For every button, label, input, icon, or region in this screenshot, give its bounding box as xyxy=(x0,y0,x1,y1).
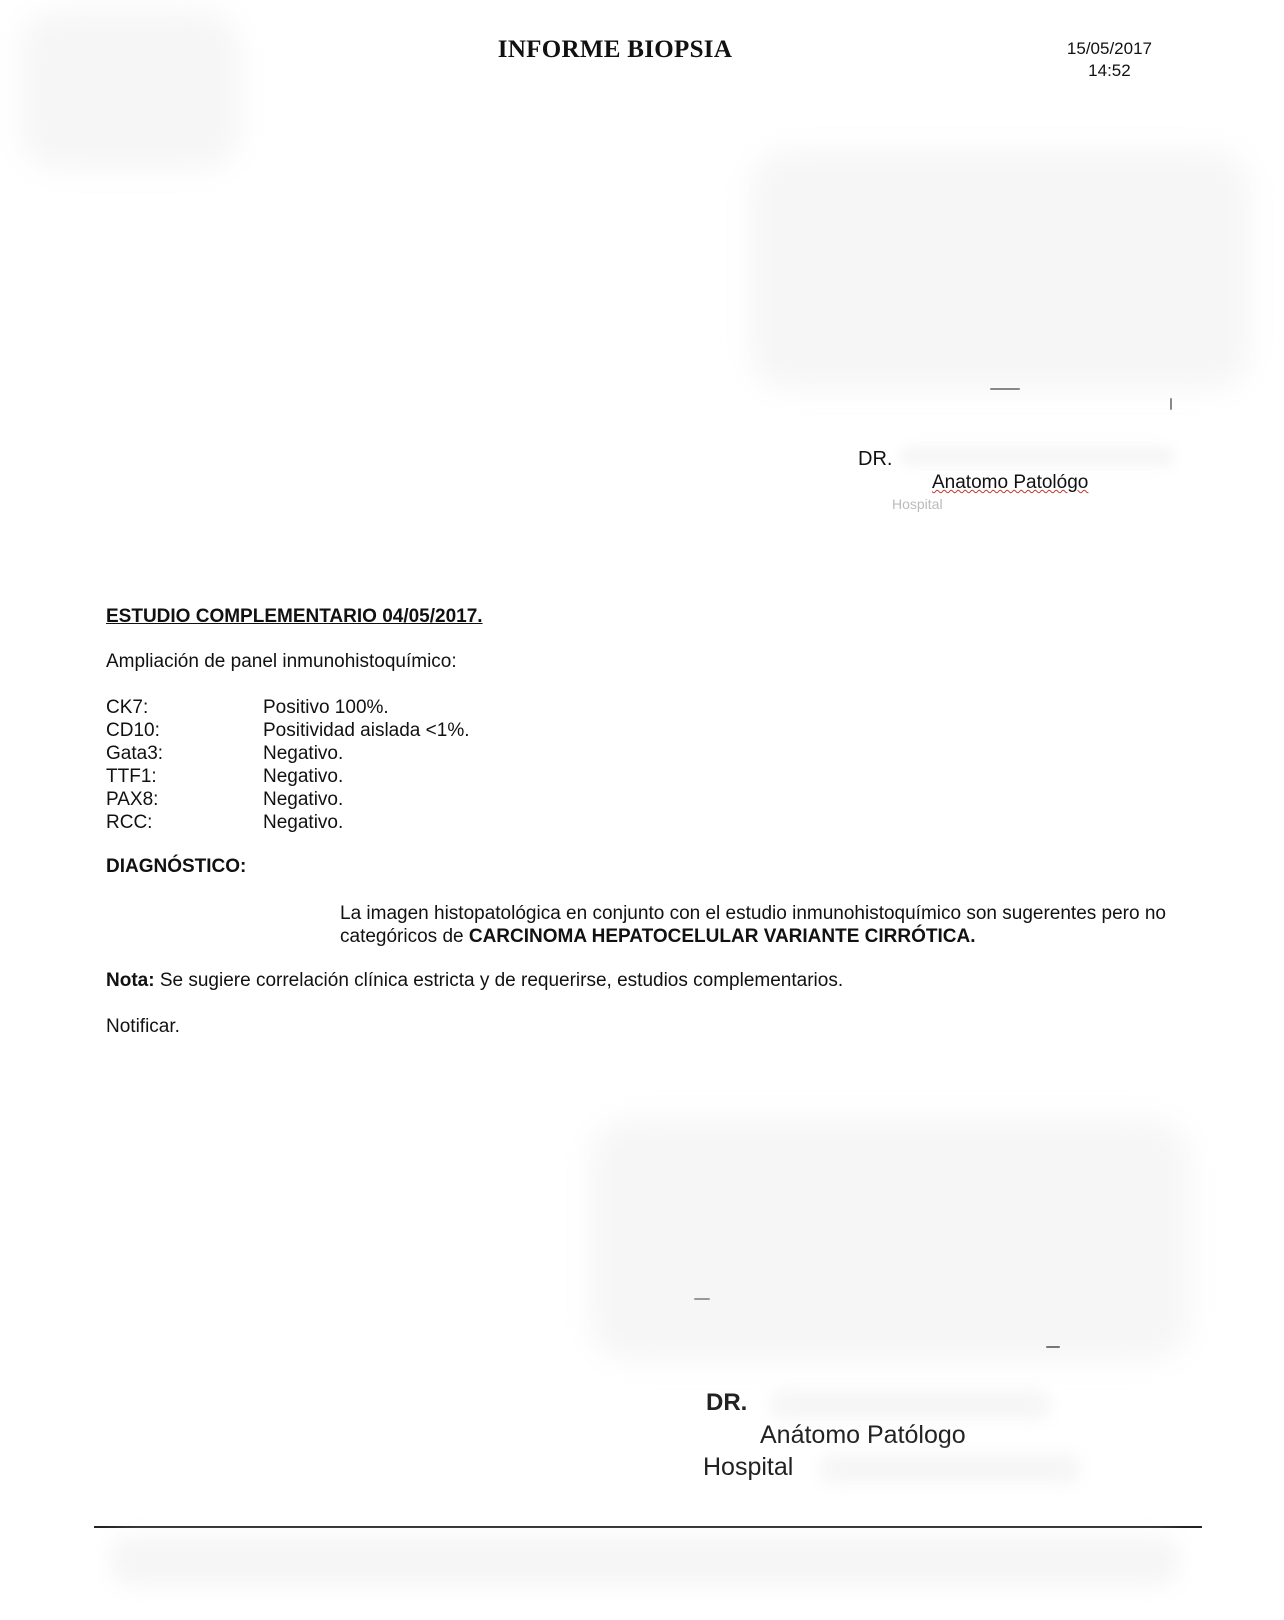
signature-stroke xyxy=(694,1298,710,1300)
report-datetime xyxy=(1067,38,1152,82)
marker-row xyxy=(106,742,470,765)
marker-name: TTF1: xyxy=(106,766,157,787)
redaction-top-left xyxy=(20,10,240,170)
marker-row xyxy=(106,719,470,742)
marker-result: Negativo. xyxy=(263,812,344,833)
marker-result: Negativo. xyxy=(263,766,344,787)
signature-bottom-doctor: DR. xyxy=(706,1389,748,1416)
signature-stroke xyxy=(1046,1346,1060,1348)
study-heading: ESTUDIO COMPLEMENTARIO 04/05/2017. xyxy=(106,606,483,627)
note-label: Nota: xyxy=(106,970,155,991)
marker-result: Positividad aislada <1%. xyxy=(263,720,470,741)
signature-stroke xyxy=(1170,398,1172,410)
marker-result: Negativo. xyxy=(263,743,344,764)
signature-stroke xyxy=(990,388,1020,390)
redaction-footer xyxy=(110,1536,1180,1586)
marker-table xyxy=(106,696,470,834)
study-intro: Ampliación de panel inmunohistoquímico: xyxy=(106,651,457,672)
signature-top-role: Anatomo Patológo xyxy=(932,472,1089,493)
marker-name: CK7: xyxy=(106,697,149,718)
diagnosis-text xyxy=(340,902,1200,948)
note-text: Se sugiere correlación clínica estricta y de requerirse, estudios complementarios. xyxy=(154,970,844,991)
redaction-signature-bottom xyxy=(590,1120,1190,1360)
redaction-name-bottom xyxy=(770,1390,1050,1420)
notify-line: Notificar. xyxy=(106,1016,180,1037)
signature-top-hospital: Hospital xyxy=(892,496,943,512)
signature-bottom-role: Anátomo Patólogo xyxy=(760,1421,966,1449)
marker-name: Gata3: xyxy=(106,743,164,764)
redaction-signature-top xyxy=(750,150,1250,390)
marker-row xyxy=(106,811,470,834)
diagnosis-text-body: La imagen histopatológica en conjunto con el estudio inmunohistoquímico son sugerentes pero no categóricos de xyxy=(340,903,1166,947)
marker-name: CD10: xyxy=(106,720,160,741)
signature-top-doctor: DR. xyxy=(858,448,893,470)
redaction-hospital-bottom xyxy=(820,1454,1080,1484)
diagnosis-heading: DIAGNÓSTICO: xyxy=(106,856,247,877)
marker-row xyxy=(106,696,470,719)
signature-bottom-hospital: Hospital xyxy=(703,1453,794,1481)
marker-name: RCC: xyxy=(106,812,153,833)
report-time: 14:52 xyxy=(1088,61,1131,80)
marker-result: Negativo. xyxy=(263,789,344,810)
document-title: INFORME BIOPSIA xyxy=(497,36,733,63)
diagnosis-conclusion: CARCINOMA HEPATOCELULAR VARIANTE CIRRÓTICA. xyxy=(468,926,976,947)
redaction-name-top xyxy=(900,446,1175,466)
marker-name: PAX8: xyxy=(106,789,159,810)
marker-result: Positivo 100%. xyxy=(263,697,389,718)
footer-divider xyxy=(94,1526,1202,1528)
report-date: 15/05/2017 xyxy=(1066,39,1152,58)
marker-row xyxy=(106,788,470,811)
note-line xyxy=(106,970,843,992)
marker-row xyxy=(106,765,470,788)
